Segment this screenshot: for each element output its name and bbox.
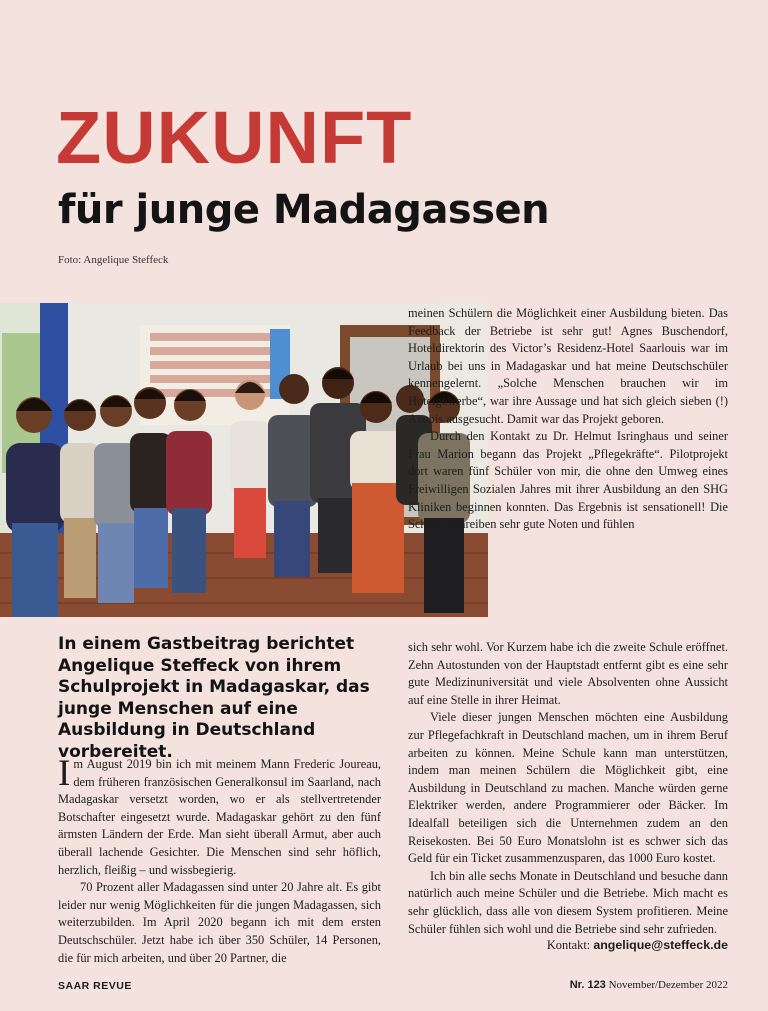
paragraph [58,753,381,879]
paragraph: Viele dieser jungen Menschen möchten eine Ausbildung zur Pflegefachkraft in Deutschland machen, um in ihrem Beruf arbeiten zu können. Meine Schule kann man unterstützen, indem man meinen Schülern die Möglichkeit gibt, eine Ausbildung in Deutschland zu machen. Manche würden gerne Elektriker werden, andere Programmierer oder Bäcker. Im Idealfall beteiligen sich die Unternehmen zudem an den Reisekosten. Bei 50 Euro Monatslohn ist es schwer sich das Geld für ein Ticket zusammenzusparen, das 1000 Euro kostet. [408,710,728,866]
subheadline: für junge Madagassen [58,187,550,233]
headline: ZUKUNFT [56,96,413,179]
issue-info [570,979,728,991]
issue-number: Nr. 123 [569,979,606,991]
photo-credit: Foto: Angelique Steffeck [58,254,169,266]
issue-date: November/Dezember 2022 [608,979,728,991]
paragraph: 70 Prozent aller Madagassen sind unter 20 Jahre alt. Es gibt leider nur wenig Möglichkeiten für die jungen Madagassen, sich weiterzubilden. Im April 2020 begann ich mit dem ersten Deutschschüler. Jetzt habe ich über 350 Schüler, 14 Personen, die für mich arbeiten, und über 20 Partner, die [58,880,381,965]
publication-name: SAAR REVUE [58,980,132,992]
paragraph: Durch den Kontakt zu Dr. Helmut Isringhaus und seiner Frau Marion begann das Projekt „Pflegekräfte“. Pilotprojekt dort waren fünf Schüler von mir, die ohne den Umweg eines Freiwilligen Sozialen Jahres mit ihrer Ausbildung an den SHG Kliniken beginnen konnten. Das Ergebnis ist sensationell! Die Schüler schreiben sehr gute Noten und fühlen [408,429,728,532]
article-column-right-continued [408,639,728,938]
paragraph: sich sehr wohl. Vor Kurzem habe ich die zweite Schule eröffnet. Zehn Autostunden von der Hauptstadt entfernt gibt es eine sehr gute Medizinuniversität und viele Absolventen ohne Aussicht auf eine Stelle in ihrer Heimat. [408,640,728,707]
article-column-left [58,753,381,967]
article-column-right [408,305,728,534]
contact-label: Kontakt: [546,938,591,952]
paragraph: meinen Schülern die Möglichkeit einer Ausbildung bieten. Das Feedback der Betriebe ist sehr gut! Agnes Buschendorf, Hoteldirektorin des Victor’s Residenz-Hotel Saarlouis war im Urlaub bei uns in Madagaskar und hat meine Deutschschüler kennengelernt. „Solche Menschen brauchen wir im Hotelgewerbe“, war ihre Aussage und hat sich gleich sieben (!) Azubis ausgesucht. Damit war das Projekt geboren. [408,306,728,426]
lead-paragraph: In einem Gastbeitrag berichtet Angelique Steffeck von ihrem Schulprojekt in Madagaskar, das junge Menschen auf eine Ausbildung in Deutschland vorbereitet. [58,634,370,762]
contact-line [547,938,728,953]
drop-cap: I [58,753,71,794]
contact-email-link[interactable]: angelique@steffeck.de [593,938,728,952]
paragraph: Ich bin alle sechs Monate in Deutschland und besuche dann natürlich auch meine Schüler und die Betriebe. Mich macht es sehr glücklich, dass alle von diesem System profitieren. Meine Schüler fühlen sich wohl und die Betriebe sind sehr zufrieden. [408,868,728,936]
paragraph-text: m August 2019 bin ich mit meinem Mann Frederic Joureau, dem früheren französischen Generalkonsul im Saarland, nach Madagaskar versetzt worden, wo er als stellvertretender Botschafter eingesetzt wurde. Madagaskar gehört zu den fünf ärmsten Ländern der Erde. Man sieht überall Armut, aber auch überall lachende Gesichter. Die Menschen sind sehr höflich, herzlich, fleißig – und wissbegierig. [58,757,381,877]
